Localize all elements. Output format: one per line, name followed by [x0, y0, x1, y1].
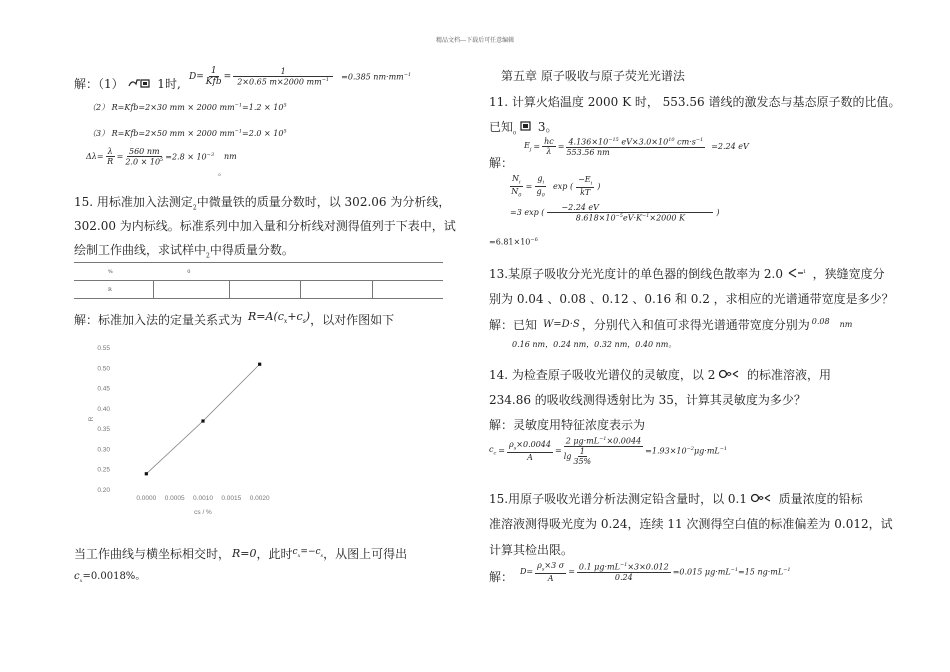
subscript: 2 — [192, 204, 197, 212]
subscript: x — [79, 578, 83, 584]
fraction — [106, 147, 115, 166]
fraction — [125, 147, 163, 167]
fraction-num: ρ — [509, 440, 514, 450]
y-tick-label: 0.50 — [97, 365, 110, 373]
y-tick-label: 0.25 — [97, 466, 110, 474]
item1-number: 1 — [157, 77, 165, 91]
formula: =−c — [300, 547, 321, 557]
table-cell — [372, 263, 443, 281]
q14-line-3: 解：灵敏度用特征浓度表示为 — [489, 418, 646, 432]
y-tick-label: 0.35 — [97, 426, 110, 434]
fraction-num: ×0.0044 — [606, 436, 642, 446]
fraction-den: Kfb — [205, 77, 222, 87]
q15-line-1 — [74, 195, 450, 215]
formula: R=0 — [232, 546, 257, 560]
q13-text: 解：已知 — [489, 318, 538, 332]
fraction-num: λ — [107, 147, 113, 157]
fraction — [510, 174, 523, 198]
fraction-den: 2×0.65 m×2000 mm — [237, 77, 322, 87]
formula: =0.0018% — [82, 571, 136, 582]
formula: R=A(c — [248, 310, 284, 323]
table-cell — [301, 263, 373, 281]
equals-sign: = — [116, 152, 124, 162]
fraction-den: R — [107, 157, 114, 167]
data-point — [145, 472, 148, 475]
y-axis-label: R — [88, 416, 95, 422]
formula: ) — [305, 310, 311, 323]
fraction — [535, 174, 546, 198]
table-cell — [372, 281, 443, 299]
subscript: c — [493, 450, 497, 457]
fraction-num: −E — [578, 175, 591, 185]
q13-text: 13.某原子吸收分光光度计的单色器的倒线色散率为 2.0 — [489, 267, 783, 281]
fraction-num: g — [537, 174, 543, 183]
q15-line-2: 302.00 为内标线。标准系列中加入量和分析线对测得值列于下表中，试 — [74, 219, 456, 233]
fraction-num: 1 — [233, 67, 333, 77]
superscript: −3 — [206, 152, 215, 158]
item2-text: （2） R=Kfb=2×30 mm × 2000 mm — [88, 103, 235, 112]
bottom-line-1 — [74, 545, 407, 563]
q15-text: 绘制工作曲线，求试样中 — [74, 243, 207, 257]
x-tick-label: 0.0020 — [249, 495, 270, 502]
q14-text: 234.86 的吸收线测得透射比为 35 — [489, 393, 674, 407]
subscript: j — [529, 146, 532, 153]
period-mark: 。 — [218, 168, 226, 177]
y-tick-label: 0.45 — [97, 385, 110, 393]
table-cell — [301, 281, 373, 299]
q13-line-1 — [489, 267, 885, 281]
item3-text: （3） R=Kfb=2×50 mm × 2000 mm — [88, 129, 235, 138]
subscript: s — [541, 566, 545, 573]
subscript: 0 — [513, 130, 517, 137]
q15r-text: 质量浓度的铅标 — [778, 492, 863, 506]
formula-ratio — [510, 174, 600, 198]
subscript: 0 — [518, 192, 522, 199]
formula-lhs: D= — [189, 71, 204, 82]
garbled-glyph-icon — [751, 492, 775, 506]
q15-line-3 — [74, 243, 294, 263]
formula-values: 0.16 nm，0.24 nm，0.32 nm，0.40 nm — [512, 340, 669, 349]
paren: ) — [597, 181, 601, 191]
superscript: −1 — [641, 213, 650, 219]
subscript: i — [590, 180, 593, 187]
fraction-den: eV·K — [622, 213, 642, 223]
superscript: −1 — [234, 102, 243, 109]
formula-cc — [489, 436, 727, 466]
formula-ratio-step2 — [510, 203, 720, 223]
equals-sign: = — [568, 567, 575, 577]
superscript: −1 — [321, 76, 330, 83]
formula-result: =0.385 nm·mm — [341, 72, 404, 82]
fraction-num: N — [512, 174, 519, 183]
q15r-text: 15.用原子吸收光谱分析法测定铅含量时，以 0.1 — [489, 492, 747, 506]
subscript: s — [320, 552, 324, 559]
superscript: 5 — [283, 102, 287, 109]
item3-result: =2.0 × 10 — [242, 129, 284, 138]
table-cell — [229, 281, 301, 299]
fraction-den: 8.618×10 — [575, 213, 616, 223]
fraction — [542, 137, 556, 156]
subscript: 0 — [541, 192, 545, 199]
page-header: 精品文档---下载后可任意编辑 — [436, 37, 515, 44]
formula-result: =1.93×10 — [645, 446, 687, 456]
data-table — [74, 262, 443, 299]
superscript: 10 — [668, 137, 675, 143]
y-tick-label: 0.40 — [97, 405, 110, 413]
garbled-glyph-icon — [520, 120, 534, 134]
formula: c — [292, 547, 298, 557]
fraction-den: A — [547, 573, 554, 583]
q11-text: 已知 — [489, 120, 514, 134]
formula-Ej — [524, 137, 749, 157]
q11-line-1: 11. 计算火焰温度 2000 K 时， 553.56 谱线的激发态与基态原子数的比值。 — [489, 95, 901, 109]
solution-item-2 — [88, 102, 287, 113]
superscript: −2 — [686, 446, 694, 452]
fraction-den: 0.24 — [614, 572, 633, 582]
item2-result: =1.2 × 10 — [242, 103, 284, 112]
fraction-num: 2 μg·mL — [565, 436, 600, 446]
formula-ratio-result — [489, 237, 538, 247]
table-row — [74, 263, 443, 281]
formula-D — [189, 66, 411, 87]
period-mark: 。 — [668, 340, 677, 349]
fraction-num: ×3 σ — [544, 561, 565, 570]
q13-text: ，分别代入和值可求得光谱通带宽度分别为 — [581, 318, 810, 332]
subscript: s — [513, 445, 517, 452]
bottom-line-2 — [74, 567, 145, 584]
superscript: −1 — [234, 128, 243, 135]
formula-text: =3 exp ( — [510, 208, 545, 218]
superscript: −1 — [730, 566, 739, 573]
q15r-line-1 — [489, 492, 863, 506]
solution-label: 解： — [489, 570, 514, 584]
bottom-text: ，从图上可得出 — [323, 546, 408, 561]
fraction — [507, 440, 553, 462]
formula-lhs: E — [524, 141, 530, 151]
fraction — [564, 436, 643, 466]
x-axis-label: cs / % — [194, 509, 212, 516]
equals-sign: = — [557, 142, 565, 152]
equals-sign: = — [525, 181, 533, 191]
subscript: 2 — [206, 252, 210, 260]
fraction — [233, 67, 333, 87]
formula-result: =2.8 × 10 — [165, 152, 207, 162]
fraction — [566, 137, 705, 157]
bottom-text: 当工作曲线与横坐标相交时， — [74, 546, 231, 561]
formula-result: =0.015 μg·mL — [672, 567, 731, 577]
log-function: lg — [563, 451, 572, 461]
fraction-den: g — [536, 186, 542, 196]
fraction-num: −2.24 eV — [547, 203, 713, 213]
paren: ) — [716, 208, 720, 218]
item1-condition: 时, — [164, 77, 181, 91]
subscript: x — [283, 318, 288, 326]
q15-text: 15. 用标准加入法测定 — [74, 195, 193, 209]
svg-text:1: 1 — [802, 269, 806, 275]
equals-sign: = — [223, 71, 232, 82]
data-point — [201, 419, 204, 422]
superscript: 5 — [160, 157, 164, 163]
fraction-num: 4.136×10 — [568, 137, 609, 147]
formula: c — [74, 571, 80, 582]
fraction-num: 560 nm — [129, 147, 160, 156]
subscript: x — [297, 552, 301, 559]
fraction-den: kT — [580, 187, 591, 197]
garbled-glyph-icon — [719, 368, 743, 382]
fraction-num: hc — [544, 137, 554, 147]
q15-text: 中得质量分数。 — [209, 243, 294, 257]
fraction-den: ×2000 K — [649, 213, 685, 223]
q13-line-3 — [489, 318, 852, 332]
formula: +c — [287, 310, 303, 323]
q13-line-2: 别为 0.04 、0.08 、0.12 、0.16 和 0.2 ，求相应的光谱通带宽度是多少？ — [489, 292, 894, 306]
q14-text: ，计算其灵敏度为多少？ — [673, 393, 806, 407]
superscript: −1 — [719, 446, 728, 452]
x-tick-label: 0.0005 — [164, 495, 185, 502]
subscript: i — [542, 179, 545, 186]
fraction-den: λ — [546, 147, 552, 157]
fraction-num: ×3×0.012 — [627, 562, 669, 572]
q14-line-1 — [489, 368, 831, 382]
superscript: −5 — [615, 213, 623, 219]
q11-text: 3。 — [537, 120, 558, 134]
y-tick-label: 0.55 — [97, 345, 110, 352]
superscript: 5 — [283, 128, 287, 135]
garbled-glyph-icon — [127, 77, 153, 91]
formula-lhs: Δλ= — [86, 152, 104, 162]
y-tick-label: 0.20 — [97, 487, 110, 494]
table-cell: R — [74, 281, 153, 299]
fraction-num: ρ — [537, 561, 542, 570]
formula-lhs: c — [489, 445, 494, 455]
formula-result: =6.81×10 — [489, 237, 531, 247]
q14-text: 的标准溶液，用 — [747, 368, 832, 382]
formula-result: =15 ng·mL — [738, 567, 784, 577]
fraction-num: 1 — [210, 66, 217, 76]
q13-line-4 — [512, 339, 676, 350]
fraction-num: cm·s — [674, 137, 696, 147]
q15r-line-2: 准溶液测得吸光度为 0.24，连续 11 次测得空白值的标准偏差为 0.012，试 — [489, 517, 893, 531]
superscript: −1 — [403, 71, 412, 78]
formula-result: =2.24 eV — [711, 142, 749, 152]
q14-text: 14. 为检查原子吸收光谱仪的灵敏度，以 2 — [489, 368, 716, 382]
y-tick-label: 0.30 — [97, 446, 110, 454]
series-line — [146, 364, 259, 474]
period-mark: 。 — [135, 571, 146, 582]
equals-sign: = — [533, 142, 541, 152]
chapter-title: 第五章 原子吸收与原子荧光光谱法 — [501, 69, 685, 83]
x-tick-label: 0.0000 — [136, 495, 157, 502]
equals-sign: = — [554, 446, 562, 456]
bottom-text: ，此时 — [256, 546, 293, 561]
data-point — [258, 363, 261, 366]
superscript: −1 — [695, 137, 704, 143]
superscript: −15 — [608, 137, 619, 143]
unit-label: nm — [224, 152, 237, 162]
fraction-num: 1 — [579, 446, 585, 456]
fraction — [206, 66, 222, 87]
superscript: −1 — [783, 566, 791, 573]
exp-function: exp ( — [553, 181, 574, 191]
formula-lhs: D= — [520, 567, 534, 577]
fraction — [535, 561, 566, 583]
formula-delta-lambda — [86, 147, 237, 167]
superscript: −1 — [619, 561, 628, 568]
table-cell: 0 — [153, 263, 229, 281]
formula-value: 0.08 — [811, 317, 830, 326]
table-cell — [229, 263, 301, 281]
solution-item-1 — [74, 77, 181, 91]
solution-text: 解：标准加入法的定量关系式为 — [74, 312, 243, 327]
x-tick-label: 0.0015 — [221, 495, 242, 502]
superscript: −1 — [599, 436, 607, 442]
solution-text: ，以对作图如下 — [310, 312, 395, 327]
solution-label: 解：（1） — [74, 77, 124, 91]
fraction-den: A — [527, 452, 533, 462]
fraction-den: 553.56 nm — [566, 147, 610, 157]
fraction-num: ×0.0044 — [516, 440, 551, 450]
fraction — [547, 203, 713, 223]
q14-line-2 — [489, 393, 806, 407]
fraction — [577, 562, 671, 582]
subscript: s — [302, 318, 306, 326]
superscript: −6 — [530, 237, 538, 243]
fraction — [576, 175, 594, 197]
q15r-line-3: 计算其检出限。 — [489, 543, 574, 557]
formula-result: μg·mL — [693, 446, 720, 456]
table-cell — [153, 281, 229, 299]
working-curve-chart — [78, 340, 298, 520]
solution-std-addition — [74, 310, 394, 329]
equals-sign: = — [498, 446, 505, 456]
fraction-den: 2.0 × 10 — [125, 157, 161, 167]
garbled-glyph-icon — [787, 267, 809, 281]
fraction-num: eV×3.0×10 — [618, 137, 669, 147]
fraction-den: 35% — [573, 456, 592, 466]
solution-item-3 — [88, 128, 287, 139]
formula: W=D·S — [543, 319, 580, 330]
table-cell: % — [74, 263, 153, 281]
q13-text: ，狭缝宽度分 — [812, 267, 885, 281]
formula-detection-limit — [520, 561, 791, 583]
q15-text: 中微量铁的质量分数时，以 302.06 为分析线， — [196, 195, 451, 209]
x-tick-label: 0.0010 — [193, 495, 213, 502]
unit-label: nm — [839, 320, 853, 329]
table-row — [74, 281, 443, 299]
data-table-grid — [74, 263, 443, 299]
subscript: i — [519, 179, 521, 186]
fraction-num: 0.1 μg·mL — [578, 562, 620, 572]
solution-label: 解： — [489, 156, 514, 170]
fraction-den: N — [511, 186, 519, 196]
